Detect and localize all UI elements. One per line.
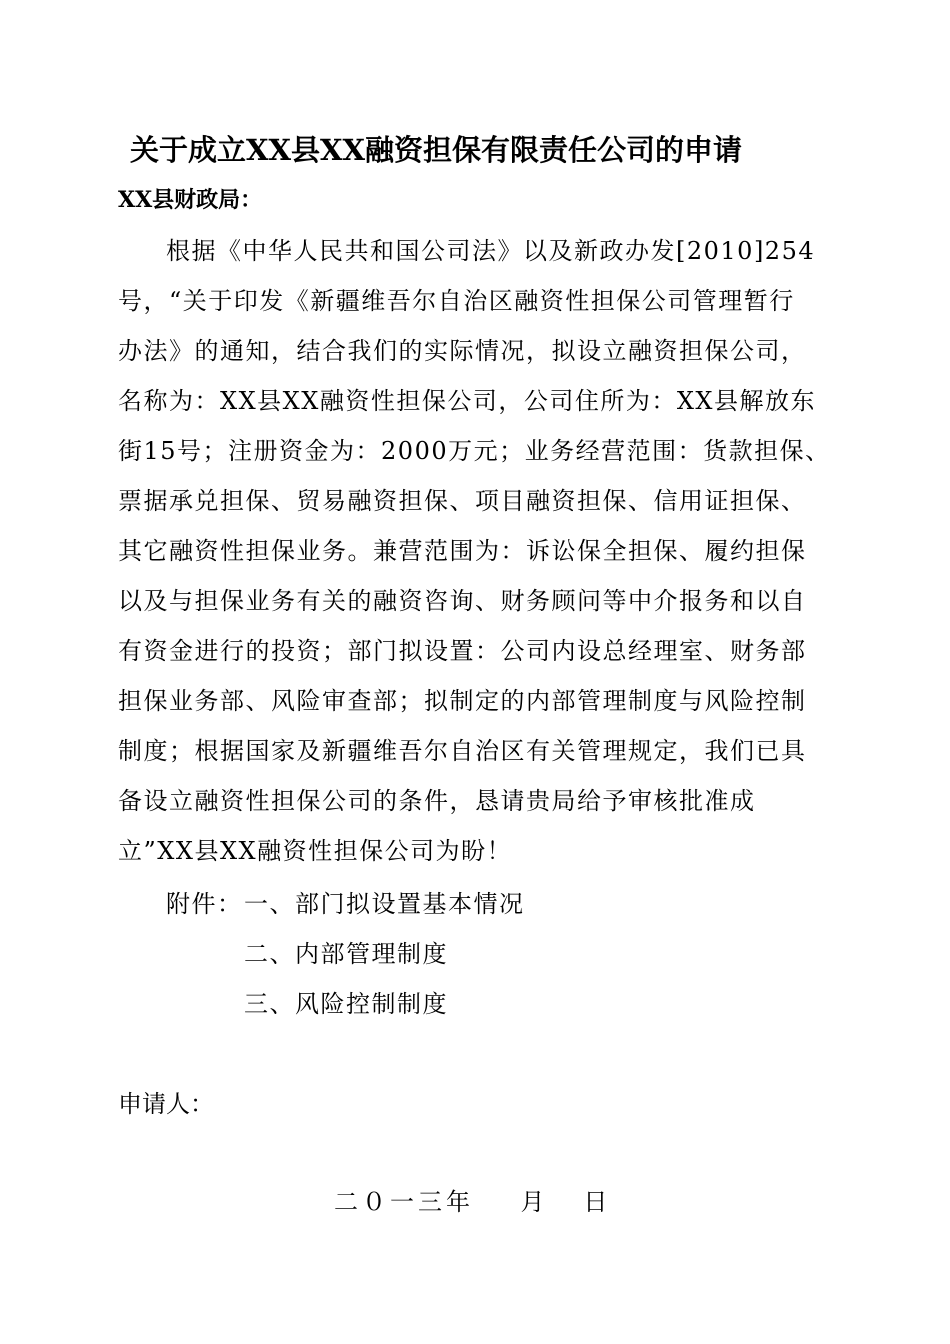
attachment-item: 二、内部管理制度: [244, 940, 448, 968]
body-line: 有资金进行的投资；部门拟设置：公司内设总经理室、财务部: [118, 637, 807, 665]
body-line: 担保业务部、风险审查部；拟制定的内部管理制度与风险控制: [118, 687, 807, 715]
document-title: 关于成立XX县XX融资担保有限责任公司的申请: [130, 133, 743, 167]
applicant-label: 申请人：: [118, 1090, 214, 1118]
attachment-item: 三、风险控制制度: [244, 990, 448, 1018]
body-line: 立”XX县XX融资性担保公司为盼！: [118, 837, 513, 865]
body-line: 以及与担保业务有关的融资咨询、财务顾问等中介报务和以自: [118, 587, 807, 615]
attachments-label: 附件：: [166, 890, 243, 918]
body-line: 号，“关于印发《新疆维吾尔自治区融资性担保公司管理暂行: [118, 287, 795, 315]
body-line: 办法》的通知，结合我们的实际情况，拟设立融资担保公司，: [118, 337, 807, 365]
body-line: 根据《中华人民共和国公司法》以及新政办发[2010]254: [166, 237, 816, 265]
body-line: 制度；根据国家及新疆维吾尔自治区有关管理规定，我们已具: [118, 737, 807, 765]
attachment-item: 一、部门拟设置基本情况: [244, 890, 525, 918]
body-line: 备设立融资性担保公司的条件，恳请贵局给予审核批准成: [118, 787, 756, 815]
addressee: XX县财政局：: [118, 187, 263, 213]
body-line: 票据承兑担保、贸易融资担保、项目融资担保、信用证担保、: [118, 487, 807, 515]
date-line: 二０一三年 月 日: [334, 1188, 612, 1216]
body-line: 街15号；注册资金为：2000万元；业务经营范围：货款担保、: [118, 437, 831, 465]
body-line: 名称为：XX县XX融资性担保公司，公司住所为：XX县解放东: [118, 387, 817, 415]
body-line: 其它融资性担保业务。兼营范围为：诉讼保全担保、履约担保: [118, 537, 807, 565]
